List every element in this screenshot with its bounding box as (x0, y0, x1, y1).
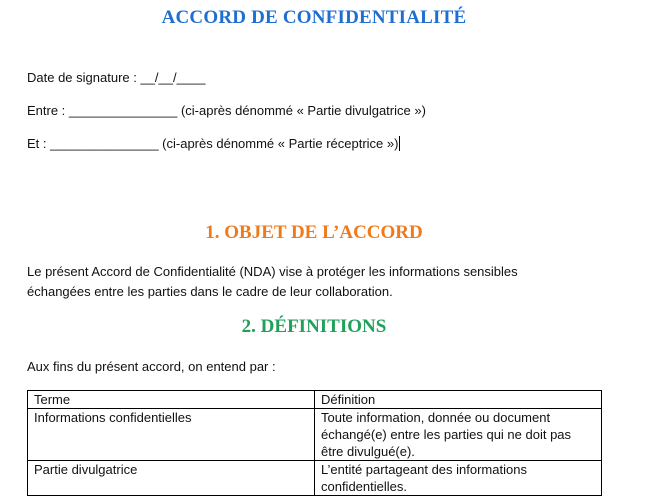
definition-line: L’entité partageant des informations (320, 462, 527, 477)
definition-line: confidentielles. (320, 479, 407, 494)
section-1-heading: 1. OBJET DE L’ACCORD (205, 222, 423, 243)
table-header-cell: Terme (28, 391, 315, 409)
table-row (28, 409, 602, 461)
section-1-paragraph-line: échangées entre les parties dans le cadre de leur collaboration. (27, 284, 393, 299)
text-cursor (399, 136, 400, 151)
definition-line: être divulgué(e). (320, 444, 415, 459)
definition-line: échangé(e) entre les parties qui ne doit pas (320, 427, 572, 442)
table-header-row (28, 391, 602, 409)
section-1-paragraph-line: Le présent Accord de Confidentialité (NDA) vise à protéger les informations sensibles (27, 264, 518, 279)
table-header-cell: Définition (314, 391, 601, 409)
table-cell-definition (314, 461, 601, 496)
table-cell-definition (314, 409, 601, 461)
section-2-intro: Aux fins du présent accord, on entend par : (27, 359, 276, 374)
document-title: ACCORD DE CONFIDENTIALITÉ (161, 7, 467, 28)
table-cell-term: Partie divulgatrice (28, 461, 315, 496)
receiving-party-text: Et : _______________ (ci-après dénommé « Partie réceptrice ») (27, 136, 399, 151)
receiving-party-line (27, 136, 400, 151)
disclosing-party-line: Entre : _______________ (ci-après dénommé « Partie divulgatrice ») (27, 103, 426, 118)
table-cell-term: Informations confidentielles (28, 409, 315, 461)
section-1-paragraph (27, 262, 607, 302)
definitions-table (27, 390, 602, 496)
table-row (28, 461, 602, 496)
section-2-heading: 2. DÉFINITIONS (241, 316, 387, 337)
signature-date-line: Date de signature : __/__/____ (27, 70, 206, 85)
definition-line: Toute information, donnée ou document (320, 410, 551, 425)
